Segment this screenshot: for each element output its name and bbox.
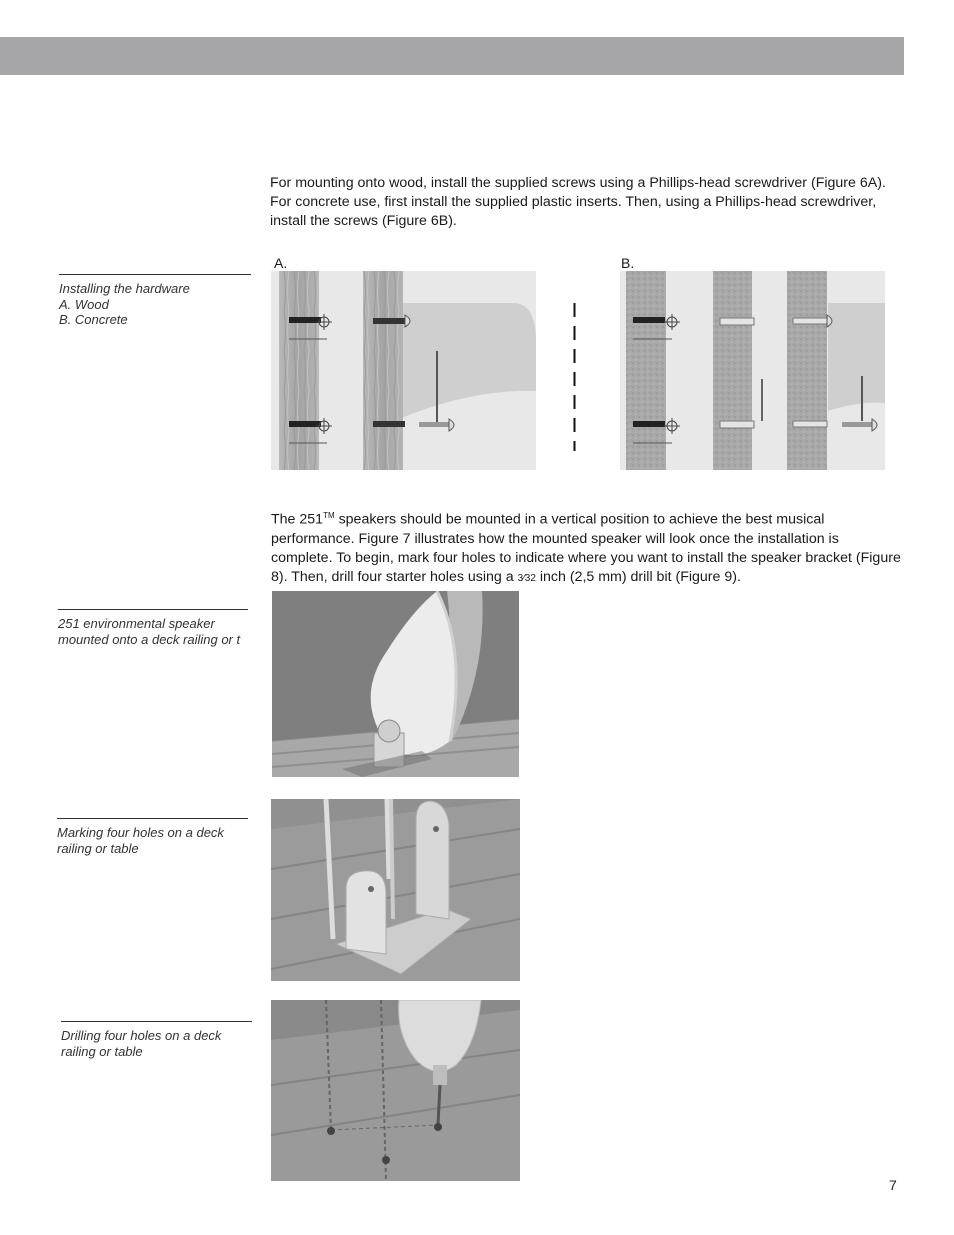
figure6-caption-line: Installing the hardware [59,281,190,296]
figure7-caption: 251 environmental speaker mounted onto a deck railing or t [58,609,248,647]
figure8-marking-illustration [271,799,520,981]
figure7-speaker-illustration [272,591,519,777]
intro-paragraph: For mounting onto wood, install the supplied screws using a Phillips-head screwdriver (Figure 6A). For concrete use, first install the supplied plastic inserts. Then, using a Phillips-head screwdriver, install the screws (Figure 6B). [270,175,886,229]
header-bar [0,37,904,75]
figure6-caption [59,274,251,328]
page-number: 7 [889,1177,897,1193]
mounting-paragraph-part3: inch (2,5 mm) drill bit (Figure 9). [535,568,741,585]
mounting-paragraph-part1: The 251 [271,511,324,528]
figure9-caption: Drilling four holes on a deck railing or table [61,1021,252,1059]
figure8-caption: Marking four holes on a deck railing or table [57,818,248,856]
figure6b-concrete-illustration [620,271,885,470]
figure-divider [573,303,576,451]
mounting-paragraph [271,506,903,588]
figure9-drilling-illustration [271,1000,520,1181]
drill-bit-fraction: 3⁄32 [517,572,536,584]
trademark-symbol: TM [323,511,335,520]
mounting-paragraph-part2: speakers should be mounted in a vertical position to achieve the best musical performance. Figure 7 illustrates how the mounted speaker will look once the installation is complete. To begin, mark four holes to indicate where you want to install the speaker bracket (Figure 8). Then, drill four starter holes using a [271,511,901,585]
figure6-caption-line: B. Concrete [59,312,128,327]
figure6a-wood-illustration [271,271,536,470]
figure6-caption-line: A. Wood [59,296,109,312]
figure6-label-a: A. [274,255,288,271]
figure6-label-b: B. [621,255,635,271]
